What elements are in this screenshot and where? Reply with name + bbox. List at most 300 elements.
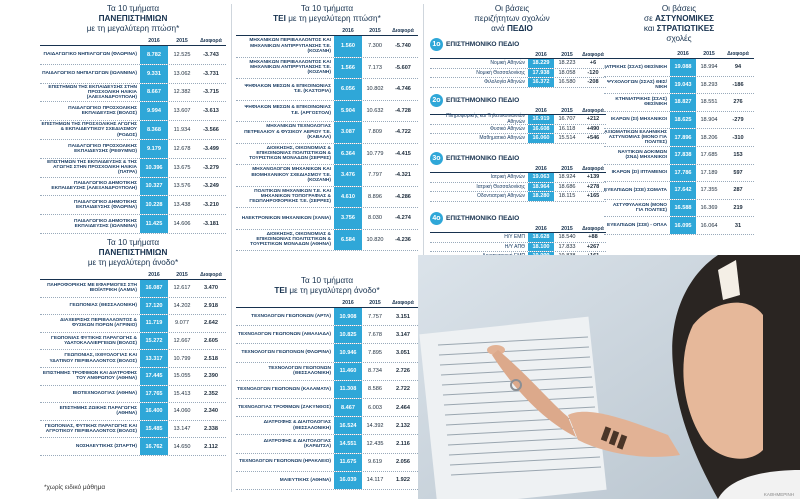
tei-rise-section [236,276,418,490]
field-col-header: Διαφορά [582,107,604,114]
table-row [604,147,754,165]
value-2015: 18.293 [700,81,718,88]
value-2015: 18.686 [558,183,576,190]
value-diff: 2.605 [204,338,218,345]
value-2016: 15.272 [140,333,168,350]
police-title-line4: σχολές [666,34,692,43]
value-2016: 18.628 [528,233,554,242]
value-diff: -3.613 [203,108,219,115]
column-divider [423,4,424,256]
row-name: ΒΙΟΤΕΧΝΟΛΟΓΙΑΣ (ΑΘΗΝΑ) [72,391,137,397]
student-reading-results-illustration [418,255,800,499]
value-2015: 17.355 [700,187,718,194]
value-2016: 8.467 [334,399,362,416]
row-name: ΓΕΩΠΟΝΙΑΣ ΦΥΤΙΚΗΣ ΠΑΡΑΓΩΓΗΣ & ΥΔΑΤΟΚΑΛΛΙΕΡΓΕΙΩΝ (ΒΟΛΟΣ) [51,335,137,347]
table-row [236,230,418,252]
value-diff: 2.390 [204,373,218,380]
field-block-label [430,38,606,51]
uni-drop-title-line2: ΠΑΝΕΠΙΣΤΗΜΙΩΝ [98,14,168,23]
value-2015: 14.117 [366,477,384,484]
value-2015: 12.525 [173,51,191,58]
table-row [236,122,418,144]
row-name: ΝΟΣΗΛΕΥΤΙΚΗΣ (ΣΠΑΡΤΗ) [75,443,137,449]
value-2016: 8.368 [140,121,168,139]
uni-rise-title-line3: με τη μεγαλύτερη άνοδο* [87,258,179,267]
value-2015: 12.435 [366,440,384,447]
uni-drop-section [40,4,226,234]
value-2015: 18.115 [558,193,576,200]
col-diff-header: Διαφορά [392,28,414,34]
table-row [604,182,754,200]
value-2015: 14.606 [173,221,191,228]
value-diff: -186 [732,81,744,88]
field-row [430,173,606,183]
table-row [236,381,418,399]
value-2015: 13.576 [173,183,191,190]
value-diff: 31 [734,222,742,229]
police-title-line3a: και [643,24,657,33]
table-row [40,298,226,316]
value-diff: -3.743 [203,51,219,58]
table-row [236,454,418,472]
value-2015: 18.551 [700,99,718,106]
value-diff: -310 [732,134,744,141]
police-table [604,59,754,235]
col-2015-header: 2015 [703,51,715,57]
field-row [430,243,606,253]
value-2015: 15.413 [173,390,191,397]
value-2015: 14.202 [173,302,191,309]
police-title [604,4,754,44]
col-diff-header: Διαφορά [392,300,414,306]
value-2016: 6.584 [334,230,362,251]
col-2015-header: 2015 [369,28,381,34]
value-2016: 15.485 [140,421,168,438]
value-2016: 19.088 [670,59,696,76]
value-2016: 17.838 [670,147,696,164]
row-name: ΓΕΩΠΟΝΙΑΣ (ΘΕΣΣΑΛΟΝΙΚΗ) [69,303,137,309]
police-title-line3b: ΣΤΡΑΤΙΩΤΙΚΕΣ [656,24,715,33]
field-number-badge: 3ο [430,152,443,165]
field-row [430,59,606,69]
row-name: ΕΠΙΣΤΗΜΩΝ ΤΗΣ ΕΚΠΑΙΔΕΥΣΗΣ & ΤΗΣ ΑΓΩΓΗΣ ΣΤΗΝ ΠΡΟΣΧΟΛΙΚΗ ΗΛΙΚΙΑ (ΠΑΤΡΑ) [47,159,137,176]
table-row [236,344,418,362]
value-2016: 16.060 [528,134,554,143]
fields-title-line3b: ΠΕΔΙΟ [506,24,533,33]
row-name: ΜΗΧΑΝΟΛΟΓΩΝ ΜΗΧΑΝΙΚΩΝ ΚΑΙ ΒΙΟΜΗΧΑΝΙΚΟΥ ΣΧΕΔΙΑΣΜΟΥ Τ.Ε. (ΚΟΖΑΝΗ) [251,167,331,183]
tei-drop-title-line2: ΤΕΙ [273,14,286,23]
table-row [604,165,754,183]
uni-rise-table [40,280,226,456]
table-row [604,59,754,77]
value-2015: 18.058 [558,69,576,76]
row-name: ΨΥΧΟΛΟΓΩΝ (ΣΣΑΣ) ΘΕΣ/ΝΙΚΗ [607,79,667,90]
value-diff: -5.740 [395,43,411,50]
value-diff: +6 [589,60,597,67]
table-row [40,102,226,121]
field-row [430,69,606,79]
field-label: ΕΠΙΣΤΗΜΟΝΙΚΟ ΠΕΔΙΟ [446,97,520,104]
table-row [236,308,418,326]
value-2015: 7.173 [368,64,382,71]
police-column [604,0,800,260]
row-name: ΕΠΙΣΤΗΜΩΝ ΤΗΣ ΠΡΟΣΧΟΛΙΚΗΣ ΑΓΩΓΗΣ & ΕΚΠΑΙΔΕΥΤΙΚΟΥ ΣΧΕΔΙΑΣΜΟΥ (ΡΟΔΟΣ) [41,122,137,138]
table-row [604,200,754,218]
value-2015: 12.678 [173,145,191,152]
row-name: ΕΠΙΣΤΗΜΗΣ ΤΡΟΦΙΜΩΝ ΚΑΙ ΔΙΑΤΡΟΦΗΣ ΤΟΥ ΑΝΘΡΩΠΟΥ (ΑΘΗΝΑ) [42,370,137,382]
value-2015: 8.586 [368,386,382,393]
table-row [604,94,754,112]
value-2016: 10.946 [334,344,362,361]
value-diff: +267 [586,243,600,250]
value-2015: 8.030 [368,215,382,222]
table-row [236,363,418,381]
field-col-header: Διαφορά [582,165,604,172]
value-2015: 8.896 [368,193,382,200]
row-name: ΔΙΟΙΚΗΣΗΣ, ΟΙΚΟΝΟΜΙΑΣ & ΕΠΙΚΟΙΝΩΝΙΑΣ ΠΟΛΙΤΙΣΤΙΚΩΝ & ΤΟΥΡΙΣΤΙΚΩΝ ΜΟΝΑΔΩΝ (ΑΘΗΝΑ) [250,231,331,248]
value-diff: -120 [587,69,599,76]
row-name: ΑΞΙΩΜΑΤΙΚΩΝ ΕΛΛΗΝΙΚΗΣ ΑΣΤΥΝΟΜΙΑΣ (ΜΟΝΟ ΓΙΑ ΠΟΛΙΤΕΣ) [604,129,667,146]
value-diff: 2.518 [204,355,218,362]
value-diff: -208 [587,79,599,86]
value-2016: 17.765 [140,386,168,403]
school-name: Η/Υ ΑΠΘ [504,243,525,250]
value-2015: 17.833 [558,243,576,250]
row-name: ΓΕΩΠΟΝΙΑΣ, ΦΥΤΙΚΗΣ ΠΑΡΑΓΩΓΗΣ ΚΑΙ ΑΓΡΟΤΙΚΟΥ ΠΕΡΙΒΑΛΛΟΝΤΟΣ (ΒΟΛΟΣ) [44,423,137,435]
row-name: ΠΑΙΔΑΓΩΓΙΚΟ ΠΡΟΣΧΟΛΙΚΗΣ ΕΚΠΑΙΔΕΥΣΗΣ (ΡΕΘΥΜΝΟ) [68,143,137,154]
col-2016-header: 2016 [342,28,354,34]
row-name: ΔΙΟΙΚΗΣΗΣ, ΟΙΚΟΝΟΜΙΑΣ & ΕΠΙΚΟΙΝΩΝΙΑΣ ΠΟΛΙΤΙΣΤΙΚΩΝ & ΤΟΥΡΙΣΤΙΚΩΝ ΜΟΝΑΔΩΝ (ΣΕΡΡΕΣ) [249,145,331,162]
value-diff: 94 [734,64,742,71]
police-title-line2a: σε [644,14,656,23]
tei-rise-title-line3: με τη μεγαλύτερη άνοδο* [289,286,380,295]
row-name: ΕΥΕΛΠΙΔΩΝ (ΣΣΕ) - ΟΠΛΑ [607,222,667,228]
value-2015: 6.003 [368,404,382,411]
tei-drop-title-line3: με τη μεγαλύτερη πτώση* [288,14,381,23]
tei-drop-section [236,4,418,251]
school-name: Ιατρική Αθηνών [490,174,525,181]
value-diff: 2.340 [204,408,218,415]
school-name: Η/Υ ΕΜΠ [504,234,525,241]
field-col-header: Διαφορά [582,225,604,232]
value-diff: 2.056 [396,459,410,466]
table-row [40,421,226,439]
value-diff: -3.279 [203,164,219,171]
value-2016: 10.228 [140,196,168,214]
table-row [40,121,226,140]
value-2016: 18.100 [528,243,554,252]
value-2016: 16.762 [140,438,168,455]
value-diff: -279 [732,117,744,124]
field-label: ΕΠΙΣΤΗΜΟΝΙΚΟ ΠΕΔΙΟ [446,215,520,222]
row-name: ΤΕΧΝΟΛΟΓΩΝ ΓΕΩΠΟΝΩΝ (ΚΑΛΑΜΑΤΑ) [237,386,331,392]
footnote: *χωρίς ειδικό μάθημα [44,484,106,491]
value-2016: 18.625 [670,112,696,129]
value-diff: 1.922 [396,477,410,484]
tei-drop-title-line1: Τα 10 τμήματα [300,4,354,13]
value-diff: 3.051 [396,349,410,356]
value-diff: 2.722 [396,386,410,393]
table-row [236,101,418,123]
value-2016: 18.827 [670,94,696,111]
universities-column [0,0,230,499]
table-row [40,438,226,456]
value-diff: -4.722 [395,129,411,136]
col-2015-header: 2015 [369,300,381,306]
fields-title [426,4,598,34]
col-diff-header: Διαφορά [727,51,749,57]
row-name: ΕΥΕΛΠΙΔΩΝ (ΣΣΕ) ΣΩΜΑΤΑ [604,187,667,193]
value-2015: 18.924 [558,174,576,181]
value-diff: 2.352 [204,390,218,397]
value-2016: 11.675 [334,454,362,471]
value-2015: 12.617 [173,285,191,292]
value-diff: -3.249 [203,183,219,190]
table-row [236,399,418,417]
table-row [236,435,418,453]
school-name: Πληροφορικής και Τηλεπικοινωνιών Αθηνών [446,113,525,126]
value-diff: 2.642 [204,320,218,327]
table-row [604,77,754,95]
value-2016: 17.642 [670,182,696,199]
table-row [236,417,418,435]
row-name: ΜΗΧΑΝΙΚΩΝ ΠΕΡΙΒΑΛΛΟΝΤΟΣ ΚΑΙ ΜΗΧΑΝΙΚΩΝ ΑΝΤΙΡΡΥΠΑΝΣΗΣ Τ.Ε. (ΚΟΖΑΝΗ) [249,59,331,76]
row-name: ΤΕΧΝΟΛΟΓΩΝ ΓΕΩΠΟΝΩΝ (ΘΕΣΣΑΛΟΝΙΚΗ) [268,365,331,377]
value-diff: -4.415 [395,150,411,157]
police-title-line1: Οι βάσεις [661,4,697,13]
value-2015: 14.060 [173,408,191,415]
table-row [236,472,418,490]
row-name: ΠΑΙΔΑΓΩΓΙΚΟ ΔΗΜΟΤΙΚΗΣ ΕΚΠΑΙΔΕΥΣΗΣ (ΦΛΩΡΙΝΑ) [74,199,137,211]
field-header [430,225,606,233]
table-row [40,368,226,386]
table-row [40,178,226,197]
police-header [604,50,754,59]
value-diff: 219 [733,205,743,212]
table-row [236,144,418,166]
table-row [604,129,754,147]
value-diff: -3.566 [203,127,219,134]
value-2016: 18.229 [528,59,554,68]
value-2016: 19.063 [528,173,554,182]
value-2016: 11.308 [334,381,362,398]
value-diff: +88 [588,234,598,241]
value-2015: 11.934 [173,127,191,134]
value-2015: 13.062 [173,70,191,77]
value-2016: 11.425 [140,215,168,233]
field-col-header: 2015 [561,225,573,232]
value-2015: 12.667 [173,338,191,345]
tei-rise-title-line1: Τα 10 τμήματα [300,276,354,285]
row-name: ΤΕΧΝΟΛΟΓΙΑΣ ΤΡΟΦΙΜΩΝ (ΖΑΚΥΝΘΟΣ) [238,404,331,410]
fields-title-line2: περιζήτητων σχολών [474,14,550,23]
col-diff-header: Διαφορά [200,272,222,278]
table-row [40,315,226,333]
col-2016-header: 2016 [148,272,160,278]
value-2016: 10.396 [140,159,168,177]
value-2015: 18.223 [558,60,576,67]
school-name: Οδοντιατρική Αθηνών [476,193,525,200]
value-2016: 17.786 [670,165,696,182]
value-2016: 9.994 [140,102,168,120]
value-2015: 10.779 [366,150,384,157]
table-row [236,58,418,80]
row-name: ΚΤΗΝΙΑΤΡΙΚΗΣ (ΣΣΑΣ) ΘΕΣ/ΝΙΚΗ [615,97,667,108]
value-diff: -3.731 [203,70,219,77]
value-diff: 3.151 [396,313,410,320]
field-col-header: 2016 [535,51,547,58]
uni-rise-header [40,271,226,280]
uni-drop-title-line1: Τα 10 τμήματα [106,4,160,13]
field-block-label [430,94,606,107]
value-diff: +165 [586,193,600,200]
field-row [430,233,606,243]
value-diff: 2.918 [204,302,218,309]
value-2015: 7.809 [368,129,382,136]
row-name: ΨΗΦΙΑΚΩΝ ΜΕΣΩΝ & ΕΠΙΚΟΙΝΩΝΙΑΣ Τ.Ε. (ΚΑΣΤΟΡΙΑ) [244,83,331,95]
tei-drop-header [236,27,418,36]
uni-drop-title-line3: με τη μεγαλύτερη πτώση* [86,24,180,33]
value-diff: -3.715 [203,89,219,96]
value-2015: 12.382 [173,89,191,96]
table-row [40,403,226,421]
value-2015: 10.632 [366,107,384,114]
row-name: ΙΚΑΡΩΝ (ΣΙ) ΜΗΧΑΝΙΚΟΙ [610,117,667,123]
value-2016: 17.938 [528,69,554,78]
table-row [236,165,418,187]
row-name: ΙΚΑΡΩΝ (ΣΙ) ΙΠΤΑΜΕΝΟΙ [611,170,667,176]
row-name: ΤΕΧΝΟΛΟΓΩΝ ΓΕΩΠΟΝΩΝ (ΑΡΤΑ) [251,313,331,319]
value-2015: 18.206 [700,134,718,141]
value-2016: 16.608 [528,125,554,134]
value-diff: 3.470 [204,285,218,292]
value-diff: -3.210 [203,202,219,209]
uni-drop-title [40,4,226,34]
field-col-header: 2016 [535,165,547,172]
col-diff-header: Διαφορά [200,38,222,44]
row-name: ΠΑΙΔΑΓΩΓΙΚΟ ΠΡΟΣΧΟΛΙΚΗΣ ΕΚΠΑΙΔΕΥΣΗΣ (ΒΟΛΟΣ) [68,105,137,117]
school-name: Νομική Αθηνών [490,60,525,67]
tei-drop-title [236,4,418,24]
uni-rise-title-line1: Τα 10 τμήματα [106,238,160,247]
table-row [40,215,226,234]
value-2015: 16.369 [700,205,718,212]
table-row [236,326,418,344]
field-row [430,78,606,88]
value-2016: 8.782 [140,46,168,64]
value-2016: 16.400 [140,403,168,420]
row-name: ΤΕΧΝΟΛΟΓΩΝ ΓΕΩΠΟΝΩΝ (ΦΛΩΡΙΝΑ) [241,350,331,356]
value-2016: 16.588 [670,200,696,217]
photo-credit: ΚΑΘΗΜΕΡΙΝΗ [763,492,794,497]
value-diff: -4.286 [395,193,411,200]
row-name: ΙΑΤΡΙΚΗΣ (ΣΣΑΣ) ΘΕΣ/ΝΙΚΗ [604,64,667,70]
value-2015: 13.675 [173,164,191,171]
value-diff: +546 [586,135,600,142]
value-2016: 1.566 [334,58,362,79]
police-title-line2b: ΑΣΤΥΝΟΜΙΚΕΣ [655,14,714,23]
value-2016: 10.327 [140,178,168,196]
col-2016-header: 2016 [148,38,160,44]
value-diff: 2.726 [396,368,410,375]
row-name: ΠΑΙΔΑΓΩΓΙΚΟ ΝΗΠΙΑΓΩΓΩΝ (ΙΩΑΝΝΙΝΑ) [42,71,137,77]
table-row [40,140,226,159]
field-row [430,115,606,125]
table-row [40,46,226,65]
field-row [430,125,606,135]
value-diff: 153 [733,152,743,159]
value-2016: 8.667 [140,84,168,102]
value-diff: -4.236 [395,236,411,243]
field-header [430,165,606,173]
table-row [236,79,418,101]
fields-title-line3a: ανά [491,24,507,33]
tei-rise-title-line2: ΤΕΙ [274,286,288,295]
row-name: ΠΑΙΔΑΓΩΓΙΚΟ ΔΗΜΟΤΙΚΗΣ ΕΚΠΑΙΔΕΥΣΗΣ (ΙΩΑΝΝΙΝΑ) [74,218,137,230]
value-2015: 14.392 [366,422,384,429]
value-diff: 276 [733,99,743,106]
col-2016-header: 2016 [677,51,689,57]
value-diff: -4.274 [395,215,411,222]
table-row [40,196,226,215]
value-2015: 16.707 [558,116,576,123]
field-number-badge: 4ο [430,212,443,225]
value-2016: 9.331 [140,65,168,83]
row-name: ΔΙΑΤΡΟΦΗΣ & ΔΙΑΙΤΟΛΟΓΙΑΣ (ΚΑΡΔΙΤΣΑ) [263,438,331,449]
value-diff: +139 [586,174,600,181]
value-2015: 10.799 [173,355,191,362]
row-name: ΓΕΩΠΟΝΙΑΣ, ΙΧΘΥΟΛΟΓΙΑΣ ΚΑΙ ΥΔΑΤΙΝΟΥ ΠΕΡΙΒΑΛΛΟΝΤΟΣ (ΒΟΛΟΣ) [49,353,137,364]
row-name: ΜΗΧΑΝΙΚΩΝ ΠΕΡΙΒΑΛΛΟΝΤΟΣ ΚΑΙ ΜΗΧΑΝΙΚΩΝ ΑΝΤΙΡΡΥΠΑΝΣΗΣ Τ.Ε. (ΚΟΖΑΝΗ) [249,38,331,54]
value-diff: 2.116 [396,440,410,447]
row-name: ΠΛΗΡΟΦΟΡΙΚΗΣ ΜΕ ΕΦΑΡΜΟΓΕΣ ΣΤΗ ΒΙΟΪΑΤΡΙΚΗ (ΛΑΜΙΑ) [47,283,137,294]
value-2015: 14.650 [173,443,191,450]
student-photo [418,255,800,499]
value-2015: 16.064 [700,222,718,229]
value-2016: 11.460 [334,363,362,380]
value-diff: 287 [733,187,743,194]
value-2016: 4.610 [334,187,362,208]
value-2016: 5.904 [334,101,362,122]
value-diff: -4.728 [395,107,411,114]
row-name: ΠΑΙΔΑΓΩΓΙΚΟ ΝΗΠΙΑΓΩΓΩΝ (ΦΛΩΡΙΝΑ) [43,52,137,58]
value-2015: 7.895 [368,349,382,356]
row-name: ΤΕΧΝΟΛΟΓΩΝ ΓΕΩΠΟΝΩΝ (ΑΜΑΛΙΑΔΑ) [238,332,331,338]
value-2016: 9.179 [140,140,168,158]
field-label: ΕΠΙΣΤΗΜΟΝΙΚΟ ΠΕΔΙΟ [446,41,520,48]
field-block [430,152,606,202]
value-2015: 7.678 [368,331,382,338]
value-2015: 18.540 [558,234,576,241]
tei-rise-title [236,276,418,296]
value-2016: 1.560 [334,36,362,57]
value-diff: -4.746 [395,86,411,93]
value-2015: 13.438 [173,202,191,209]
value-2016: 11.719 [140,315,168,332]
uni-rise-title [40,238,226,268]
table-row [40,280,226,298]
table-row [236,208,418,230]
value-2016: 14.551 [334,435,362,452]
value-2016: 16.372 [528,78,554,87]
field-label: ΕΠΙΣΤΗΜΟΝΙΚΟ ΠΕΔΙΟ [446,155,520,162]
table-row [40,159,226,178]
value-2016: 3.087 [334,122,362,143]
field-col-header: Διαφορά [582,51,604,58]
col-2016-header: 2016 [342,300,354,306]
value-2015: 17.685 [700,152,718,159]
field-row [430,183,606,193]
